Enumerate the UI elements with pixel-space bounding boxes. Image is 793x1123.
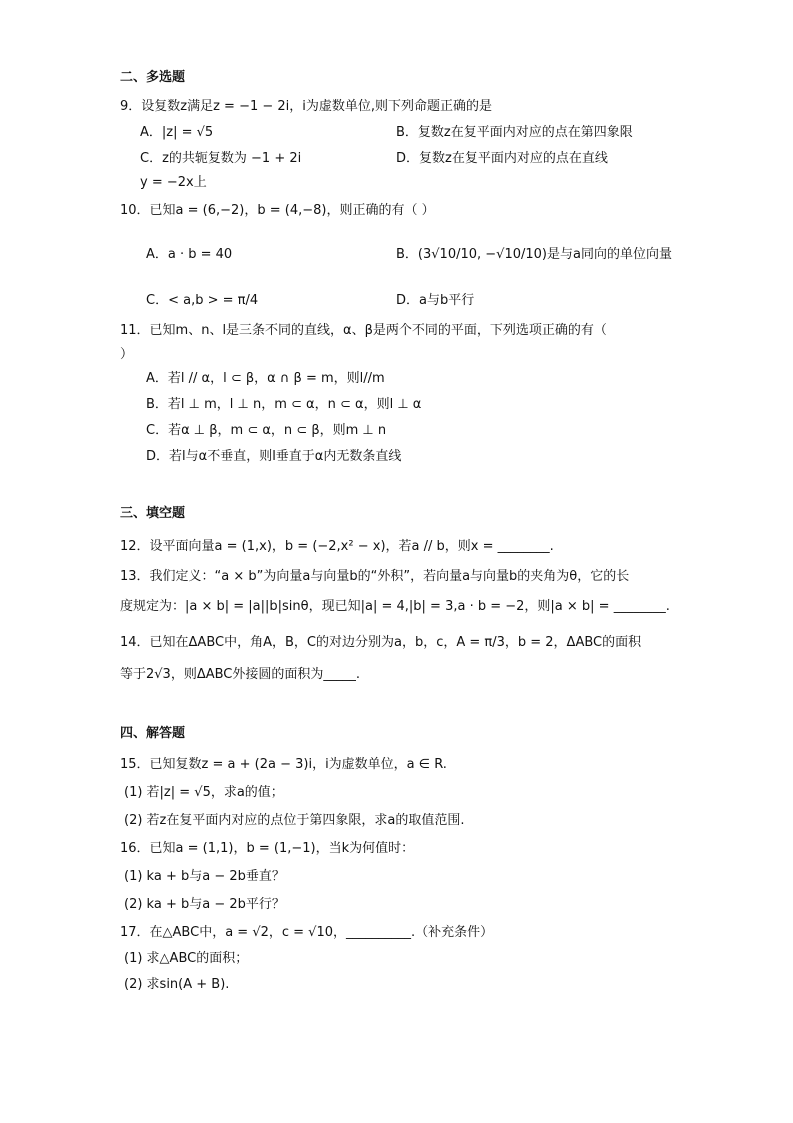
q13-line2: 度规定为：|a × b| = |a||b|sinθ，现已知|a| = 4,|b| = 3,a · b = −2，则|a × b| = ________.	[120, 599, 670, 614]
q9-option-a: A．|z| = √5	[140, 125, 214, 140]
q11-option-c: C．若α ⊥ β，m ⊂ α，n ⊂ β，则m ⊥ n	[146, 423, 387, 438]
q16-stem: 16．已知a = (1,1)，b = (1,−1)，当k为何值时：	[120, 841, 415, 856]
q15-stem: 15．已知复数z = a + (2a − 3)i，i为虚数单位，a ∈ R.	[120, 757, 447, 772]
q10-stem: 10．已知a = (6,−2)，b = (4,−8)，则正确的有（ ）	[120, 203, 435, 218]
q17-stem: 17．在△ABC中，a = √2，c = √10，__________.（补充条件）	[120, 925, 494, 940]
q17-part1: (1) 求△ABC的面积；	[124, 951, 249, 966]
q13-line1: 13．我们定义：“a × b”为向量a与向量b的“外积”，若向量a与向量b的夹角为θ，它的长	[120, 569, 630, 584]
q10-option-b: B．(3√10/10, −√10/10)是与a同向的单位向量	[396, 247, 672, 262]
q10-option-c: C．< a,b > = π/4	[146, 293, 259, 308]
q9-option-b: B．复数z在复平面内对应的点在第四象限	[396, 125, 633, 140]
q14-line2: 等于2√3，则ΔABC外接圆的面积为_____.	[120, 667, 361, 682]
section-problems: 四、解答题	[120, 726, 186, 741]
q10-option-d: D．a与b平行	[396, 293, 475, 308]
q11-option-b: B．若l ⊥ m，l ⊥ n，m ⊂ α，n ⊂ α，则l ⊥ α	[146, 397, 422, 412]
q17-part2: (2) 求sin(A + B).	[124, 977, 230, 992]
q10-option-a: A．a · b = 40	[146, 247, 233, 262]
q14-line1: 14．已知在ΔABC中，角A，B，C的对边分别为a，b，c，A = π/3，b = 2，ΔABC的面积	[120, 635, 642, 650]
q15-part2: (2) 若z在复平面内对应的点位于第四象限，求a的取值范围.	[124, 813, 465, 828]
q9-stem: 9．设复数z满足z = −1 − 2i，i为虚数单位,则下列命题正确的是	[120, 99, 493, 114]
q16-part2: (2) ka + b与a − 2b平行？	[124, 897, 285, 912]
q12-text: 12．设平面向量a = (1,x)，b = (−2,x² − x)，若a // b，则x = ________.	[120, 539, 554, 554]
q16-part1: (1) ka + b与a − 2b垂直？	[124, 869, 285, 884]
q15-part1: (1) 若|z| = √5，求a的值；	[124, 785, 284, 800]
q11-option-a: A．若l // α，l ⊂ β，α ∩ β = m，则l//m	[146, 371, 385, 386]
q9-option-c: C．z的共轭复数为 −1 + 2i	[140, 151, 302, 166]
section-multiple-choice: 二、多选题	[120, 70, 186, 85]
q9-option-d: D．复数z在复平面内对应的点在直线	[396, 151, 608, 166]
q11-stem-line1: 11．已知m、n、l是三条不同的直线，α、β是两个不同的平面，下列选项正确的有（	[120, 323, 607, 338]
q11-option-d: D．若l与α不垂直，则l垂直于α内无数条直线	[146, 449, 402, 464]
section-fill-in: 三、填空题	[120, 506, 186, 521]
q9-option-d-continued: y = −2x上	[140, 175, 207, 190]
q11-stem-line2: ）	[120, 347, 134, 362]
